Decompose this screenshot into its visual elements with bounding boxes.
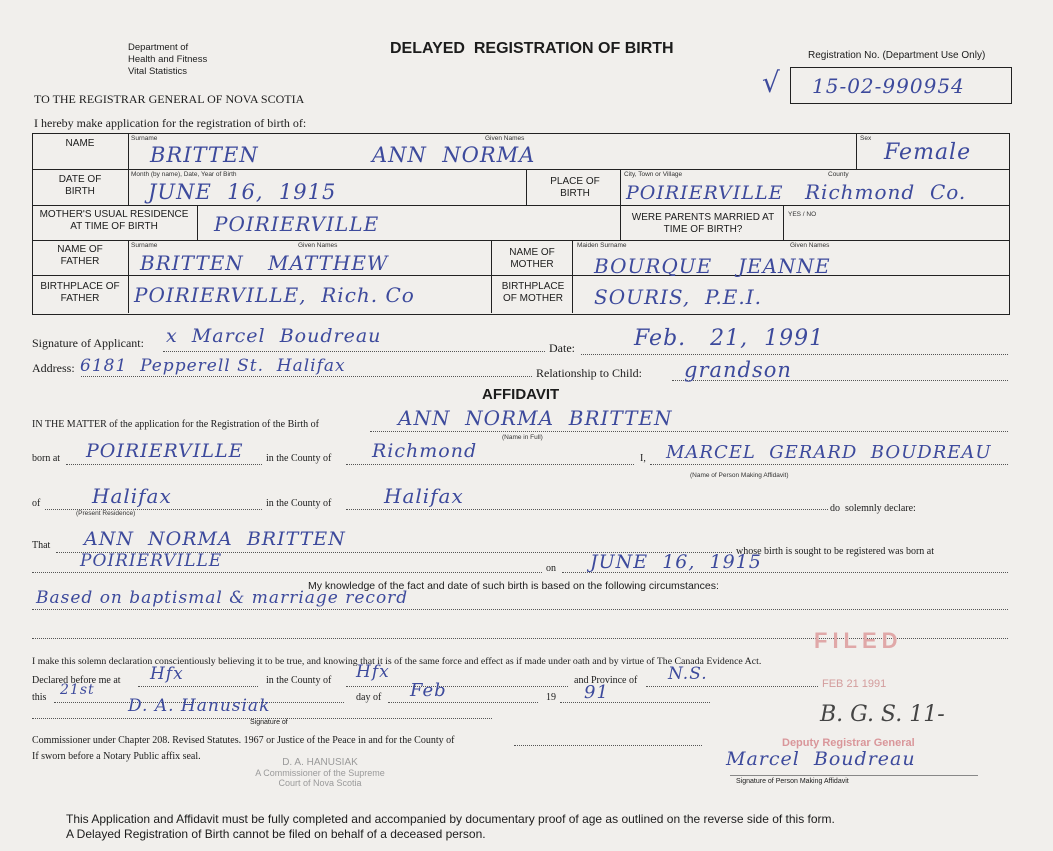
name-label: NAME bbox=[65, 138, 95, 149]
name-of-mother-label: NAME OF MOTHER bbox=[509, 247, 555, 270]
stamp-line-2: A Commissioner of the Supreme bbox=[255, 768, 385, 778]
sex-value: Female bbox=[884, 140, 972, 165]
year-value: 91 bbox=[584, 682, 609, 703]
given-names-small-label: Given Names bbox=[485, 135, 525, 142]
surname-value: BRITTEN bbox=[150, 143, 259, 167]
given-names-value: ANN NORMA bbox=[372, 143, 536, 167]
circumstances-value: Based on baptismal & marriage record bbox=[36, 588, 409, 608]
department-block bbox=[128, 42, 207, 78]
mothers-residence-label: MOTHER'S USUAL RESIDENCE AT TIME OF BIRTH bbox=[39, 209, 189, 232]
affiant-signature-label: Signature of Person Making Affidavit bbox=[736, 778, 849, 785]
birthplace-mother-label: BIRTHPLACE OF MOTHER bbox=[501, 281, 565, 304]
affiant-signature: Marcel Boudreau bbox=[726, 748, 916, 770]
mother-given-small-label: Given Names bbox=[790, 242, 830, 249]
footer-line-1: This Application and Affidavit must be fully completed and accompanied by documentary proof of age as outlined on the reverse side of this form. bbox=[66, 812, 835, 826]
declared-at-value: Hfx bbox=[150, 664, 184, 684]
on-label: on bbox=[546, 563, 556, 574]
yes-no-options: YES / NO bbox=[788, 211, 817, 218]
born-place-value-2: POIRIERVILLE bbox=[80, 551, 223, 571]
father-surname-value: BRITTEN bbox=[140, 251, 244, 275]
whose-birth-text: whose birth is sought to be registered was born at bbox=[736, 546, 935, 557]
i-label: I, bbox=[640, 453, 646, 464]
residence-county-value: Halifax bbox=[384, 484, 464, 508]
name-of-father-label: NAME OF FATHER bbox=[57, 244, 103, 267]
this-label: this bbox=[32, 692, 47, 703]
city-small-label: City, Town or Village bbox=[624, 171, 683, 178]
stamp-line-1: D. A. HANUSIAK bbox=[282, 757, 358, 768]
mother-given-value: JEANNE bbox=[738, 254, 831, 278]
form-title: DELAYED REGISTRATION OF BIRTH bbox=[390, 40, 674, 57]
filed-stamp: FILED bbox=[814, 628, 903, 653]
in-county-label-3: in the County of bbox=[266, 675, 332, 686]
mother-surname-value: BOURQUE bbox=[594, 254, 713, 278]
born-at-label: born at bbox=[32, 453, 61, 464]
present-residence-value: Halifax bbox=[92, 484, 172, 508]
place-of-birth-label: PLACE OF BIRTH bbox=[550, 176, 600, 199]
present-residence-small-label: (Present Residence) bbox=[76, 510, 136, 517]
solemnly-declare-label: do solemnly declare: bbox=[830, 503, 916, 514]
mothers-residence-value: POIRIERVILLE bbox=[214, 212, 380, 236]
address-label: Address: bbox=[32, 361, 75, 375]
affidavit-title: AFFIDAVIT bbox=[482, 386, 560, 403]
application-date: Feb. 21, 1991 bbox=[634, 326, 825, 351]
sex-small-label: Sex bbox=[860, 135, 872, 142]
affiant-name-value: MARCEL GERARD BOUDREAU bbox=[666, 442, 992, 463]
father-given-value: MATTHEW bbox=[268, 251, 389, 275]
date-of-birth-label: DATE OF BIRTH bbox=[58, 174, 102, 197]
applicant-signature: x Marcel Boudreau bbox=[166, 325, 382, 347]
father-surname-small-label: Surname bbox=[131, 242, 158, 249]
month-value: Feb bbox=[410, 680, 447, 701]
birth-name-value: ANN NORMA BRITTEN bbox=[398, 406, 673, 430]
registrar-initials: B. G. S. 11- bbox=[820, 702, 945, 727]
in-county-label-2: in the County of bbox=[266, 498, 332, 509]
filed-date: FEB 21 1991 bbox=[822, 678, 887, 690]
that-name-value: ANN NORMA BRITTEN bbox=[84, 528, 346, 550]
place-of-birth-county: Richmond Co. bbox=[805, 180, 967, 204]
applicant-signature-label: Signature of Applicant: bbox=[32, 336, 144, 350]
commissioner-stamp bbox=[240, 758, 400, 788]
surname-small-label: Surname bbox=[131, 135, 158, 142]
on-date-value: JUNE 16, 1915 bbox=[590, 551, 762, 573]
birthplace-father-value: POIRIERVILLE, Rich. Co bbox=[134, 283, 415, 307]
department-line-1: Department of bbox=[128, 42, 189, 53]
of-label: of bbox=[32, 498, 41, 509]
declared-county-value: Hfx bbox=[356, 662, 390, 682]
parents-married-label: WERE PARENTS MARRIED AT TIME OF BIRTH? bbox=[631, 212, 775, 235]
knowledge-text: My knowledge of the fact and date of such birth is based on the following circumstances: bbox=[308, 580, 719, 592]
affiant-name-small-label: (Name of Person Making Affidavit) bbox=[690, 472, 789, 479]
stamp-line-3: Court of Nova Scotia bbox=[278, 778, 362, 788]
signature-of-label: Signature of bbox=[250, 719, 288, 726]
birthplace-mother-value: SOURIS, P.E.I. bbox=[594, 285, 762, 309]
registration-number: 15-02-990954 bbox=[812, 74, 965, 98]
mother-surname-small-label: Maiden Surname bbox=[577, 242, 627, 249]
name-in-full-label: (Name in Full) bbox=[502, 434, 543, 441]
province-label: and Province of bbox=[574, 675, 638, 686]
department-line-2: Health and Fitness bbox=[128, 54, 208, 65]
addressee: TO THE REGISTRAR GENERAL OF NOVA SCOTIA bbox=[34, 92, 305, 106]
dob-small-label: Month (by name), Date, Year of Birth bbox=[131, 171, 237, 178]
in-the-matter-text: IN THE MATTER of the application for the Registration of the Birth of bbox=[32, 419, 319, 430]
declared-label: Declared before me at bbox=[32, 675, 121, 686]
day-of-label: day of bbox=[356, 692, 382, 703]
notary-text: If sworn before a Notary Public affix seal. bbox=[32, 751, 201, 762]
commissioner-text: Commissioner under Chapter 208. Revised Statutes. 1967 or Justice of the Peace in and for the County of bbox=[32, 735, 455, 746]
date-of-birth-value: JUNE 16, 1915 bbox=[148, 180, 337, 204]
relationship-label: Relationship to Child: bbox=[536, 366, 643, 380]
province-value: N.S. bbox=[668, 664, 708, 684]
in-county-label-1: in the County of bbox=[266, 453, 332, 464]
born-county-value: Richmond bbox=[372, 440, 478, 462]
department-line-3: Vital Statistics bbox=[128, 66, 187, 77]
birthplace-father-label: BIRTHPLACE OF FATHER bbox=[40, 281, 120, 304]
registration-label: Registration No. (Department Use Only) bbox=[808, 50, 986, 61]
commissioner-signature: D. A. Hanusiak bbox=[128, 696, 271, 716]
check-mark: √ bbox=[762, 66, 781, 99]
applicant-address: 6181 Pepperell St. Halifax bbox=[80, 356, 346, 376]
place-of-birth-city: POIRIERVILLE bbox=[626, 182, 784, 204]
father-given-small-label: Given Names bbox=[298, 242, 338, 249]
footer-line-2: A Delayed Registration of Birth cannot be filed on behalf of a deceased person. bbox=[66, 827, 486, 841]
that-label: That bbox=[32, 540, 51, 551]
relationship-value: grandson bbox=[684, 358, 792, 382]
date-label: Date: bbox=[549, 341, 575, 355]
year-prefix: 19 bbox=[546, 692, 556, 703]
solemn-declaration-text: I make this solemn declaration conscientiously believing it to be true, and knowing that it is of the same force and effect as if made under oath and by virtue of The Canada Evidence Act. bbox=[32, 656, 762, 667]
born-place-value: POIRIERVILLE bbox=[86, 440, 244, 462]
day-value: 21st bbox=[60, 682, 95, 698]
intro-text: I hereby make application for the registration of birth of: bbox=[34, 116, 307, 130]
deputy-registrar-stamp: Deputy Registrar General bbox=[782, 737, 915, 749]
county-small-label: County bbox=[828, 171, 849, 178]
